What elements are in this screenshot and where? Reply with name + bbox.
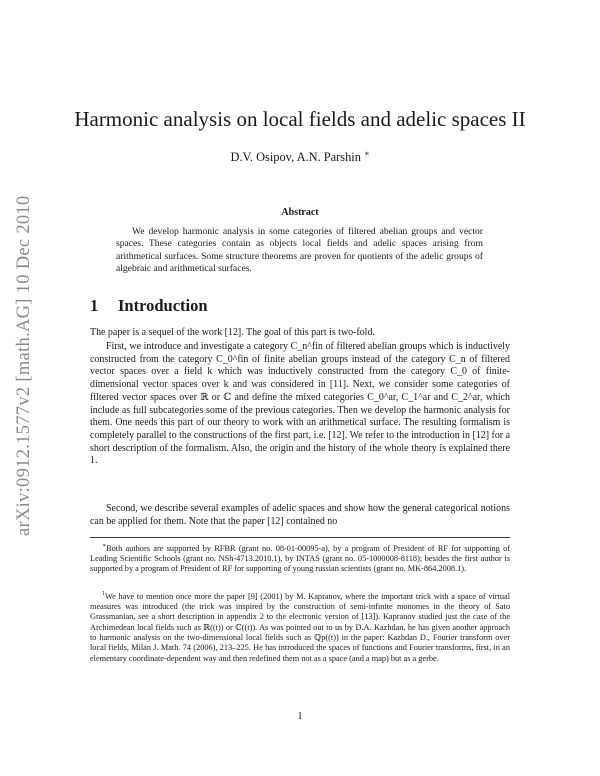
abstract-text: We develop harmonic analysis in some categories of filtered abelian groups and vector spaces. These categories contain as objects local fields and adelic spaces arising from arithmetical surfaces. Some structure theorems are proven for quotients of the adelic groups of algebraic and arithmetical surfaces. [116, 226, 483, 274]
footnote-funding-mark: ∗ [102, 543, 107, 549]
paper-title: Harmonic analysis on local fields and adelic spaces II [74, 107, 526, 131]
intro-paragraph-3: Second, we describe several examples of adelic spaces and show how the general categorical notions can be applied for them. Note that the paper [12] contained no [90, 503, 510, 527]
arxiv-identifier: arXiv:0912.1577v2 [math.AG] 10 Dec 2010 [14, 195, 34, 536]
intro-paragraph-1: The paper is a sequel of the work [12]. The goal of this part is two-fold. [90, 327, 375, 338]
author-footnote-mark: ∗ [364, 149, 370, 158]
arxiv-sidebar-stamp [14, 195, 44, 566]
author-names: D.V. Osipov, A.N. Parshin [230, 150, 361, 165]
intro-paragraph-2: First, we introduce and investigate a category C_n^fin of filtered abelian groups which is inductively constructed from the category C_0^fin of finite abelian groups instead of the category C_n of filtered vector spaces over a field k which was inductively constructed from the category C_0 of finite-dimensional vector spaces over k and was considered in [11]. Next, we consider some categories of filtered vector spaces over ℝ or ℂ and define the mixed categories C_0^ar, C_1^ar and C_2^ar, which include as full subcategories some of the previous categories. Then we develop the harmonic analysis for them. One needs this part of our theory to work with an arithmetical surface. The resulting formalism is completely parallel to the constructions of the first part, i.e. [12]. We refer to the introduction in [12] for a short description of the formalism. Also, the origin and the history of the whole theory is explained there 1. [90, 341, 510, 467]
footnote-funding [90, 541, 510, 575]
section-title: Introduction [118, 296, 208, 315]
abstract-heading: Abstract [281, 207, 319, 218]
section-number: 1 [90, 296, 99, 315]
footnote-kapranov-mark: 1 [102, 591, 105, 597]
page-number: 1 [297, 711, 303, 722]
section-heading [90, 296, 208, 316]
footnote-kapranov-text: We have to mention once more the paper [9] (2001) by M. Kapranov, where the important trick with a space of virtual measures was introduced (the trick was inspired by the construction of semi-infinite monomes in the theory of Sato Grassmanian, see a short description in appendix 2 to the electronic version of [13]). Kapranov studied just the case of the Archimedean local fields such as ℝ((t)) or ℂ((t)). As was pointed out to us by D.A. Kazhdan, he has given another approach to harmonic analysis on the two-dimensional local fields such as ℚp((t)) in the paper: Kazhdan D., Fourier transform over local fields, Milan J. Math. 74 (2006), 213–225. He has introduced the spaces of functions and Fourier transforms, first, in an elementary coordinate-dependent way and then redefined them not as a space (and a map) but as a gerbe. [90, 591, 510, 663]
footnote-divider [90, 537, 510, 538]
paper-authors [0, 149, 600, 165]
footnote-funding-text: Both authors are supported by RFBR (grant no. 08-01-00095-a), by a program of President of RF for supporting of Leading Scientific Schools (grant no. NSh-4713.2010.1), by INTAS (grant no. 05-1000008-8118); besides the first author is supported by a program of President of RF for supporting of young russian scientists (grant no. MK-864.2008.1). [90, 543, 510, 574]
footnote-kapranov [90, 589, 510, 664]
